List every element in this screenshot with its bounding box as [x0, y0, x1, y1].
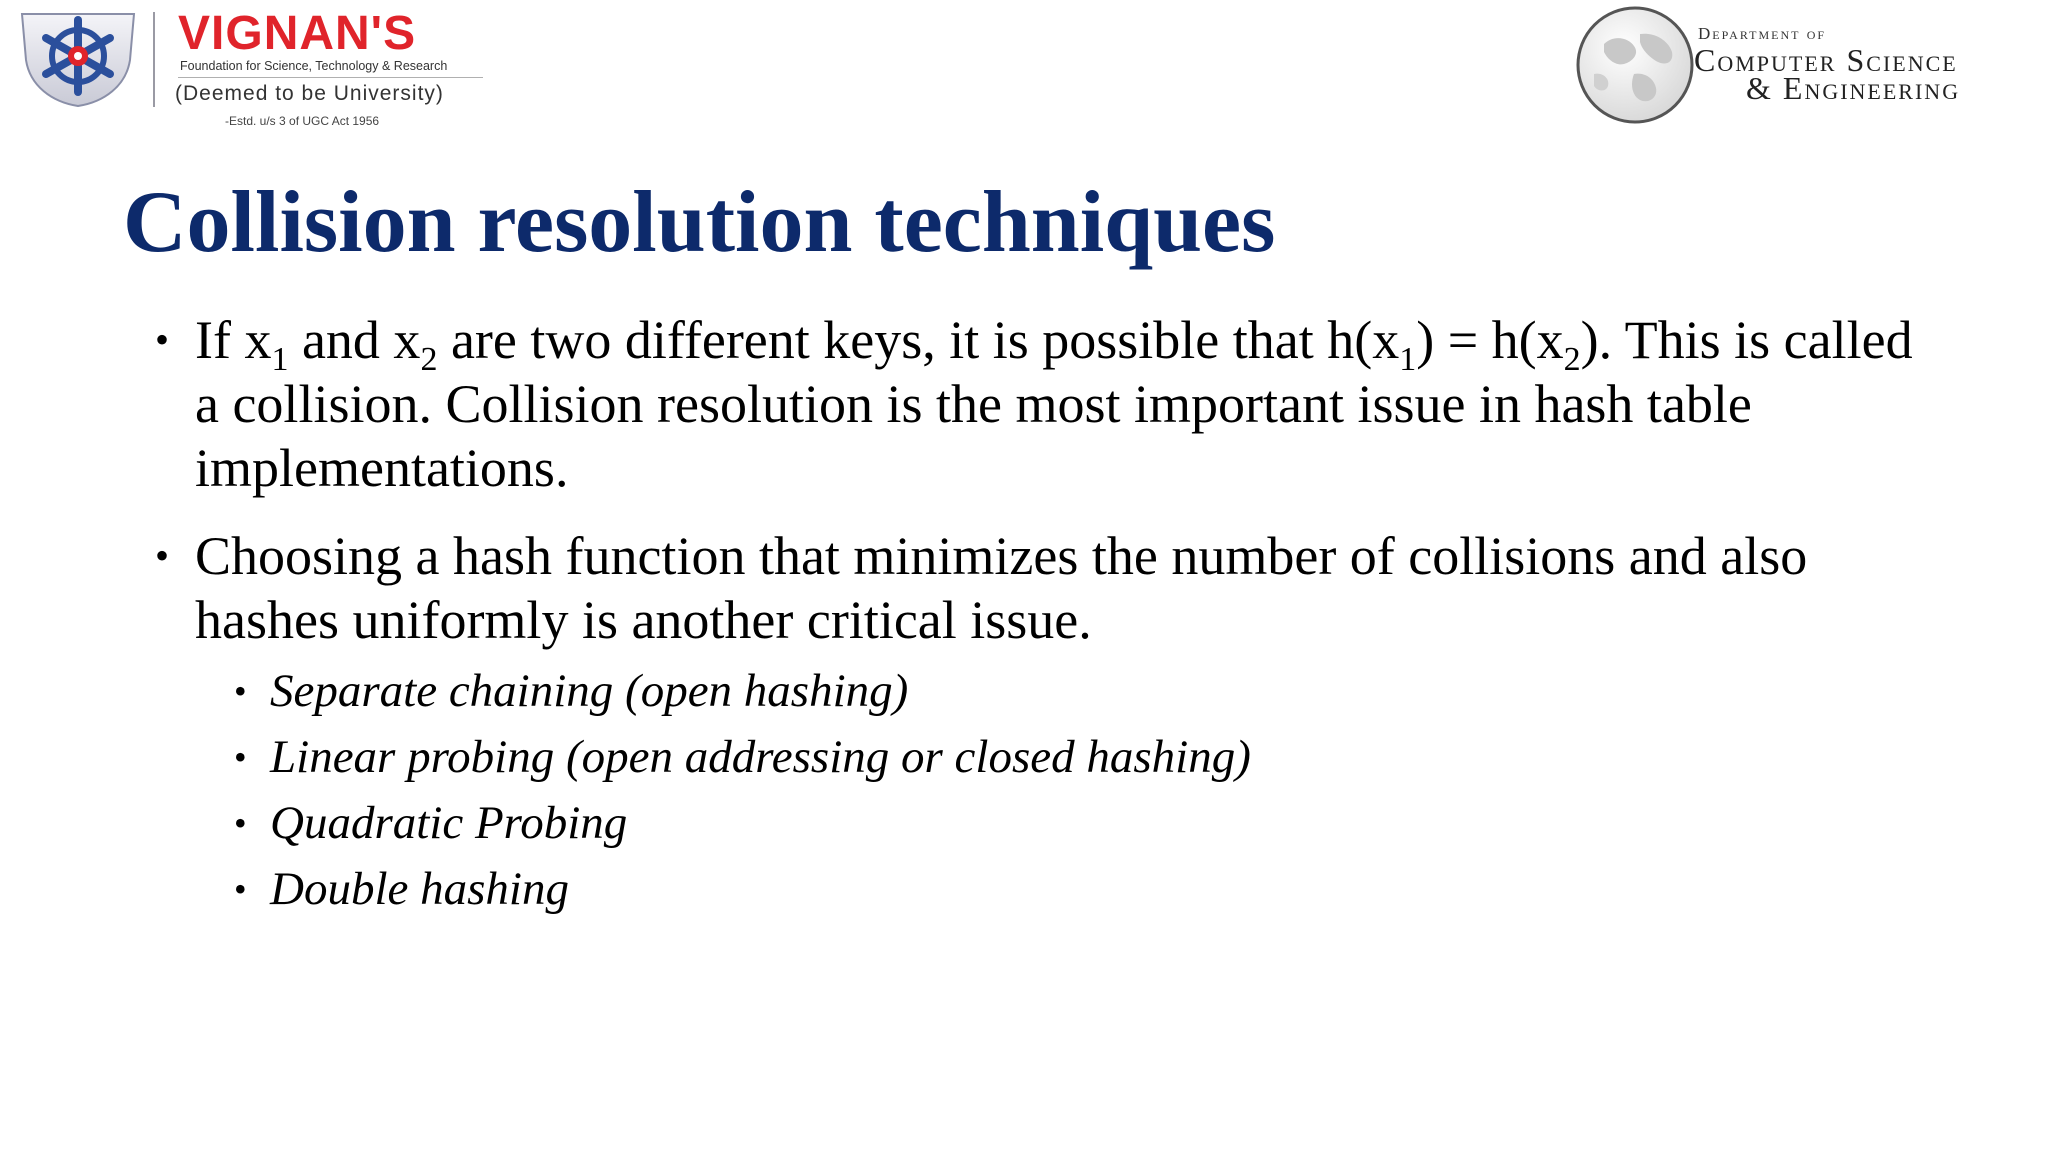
- subscript: 1: [271, 341, 289, 378]
- subscript: 2: [420, 341, 438, 378]
- bullet-list: [155, 308, 1915, 922]
- text-run: are two different keys, it is possible that h(x: [437, 310, 1400, 370]
- university-logo: [18, 7, 488, 128]
- bullet-dot-icon: •: [155, 533, 170, 578]
- sub-bullet-linear-probing: [234, 724, 1990, 790]
- bullet-collision-definition: [155, 308, 1915, 500]
- sub-bullet-container: [195, 658, 1915, 922]
- bullet-dot-icon: •: [155, 317, 170, 362]
- bullet-dot-icon: •: [234, 803, 247, 843]
- sub-bullet-text: Linear probing (open addressing or closed hashing): [270, 731, 1251, 783]
- department-name-line1: Computer Science: [1694, 42, 1958, 78]
- text-run: If x: [195, 310, 272, 370]
- sub-bullet-text: Quadratic Probing: [270, 797, 628, 849]
- sub-bullet-double-hashing: [234, 856, 1990, 922]
- bullet-text: Choosing a hash function that minimizes the number of collisions and also hashes uniformly is another critical issue.: [195, 526, 1808, 650]
- bullet-dot-icon: •: [234, 671, 247, 711]
- university-deemed: (Deemed to be University): [175, 82, 444, 105]
- logo-divider: [153, 12, 155, 107]
- slide-title: Collision resolution techniques: [123, 174, 1276, 271]
- text-run: ). This is called a collision. Collision resolution is the most important issue in hash table implementations.: [195, 310, 1913, 498]
- university-emblem-icon: [18, 8, 138, 108]
- text-run: ) = h(x: [1416, 310, 1564, 370]
- globe-icon: [1574, 4, 1696, 126]
- logo-rule: [178, 77, 483, 78]
- department-name-line2: & Engineering: [1746, 70, 1961, 106]
- sub-bullet-quadratic-probing: [234, 790, 1990, 856]
- subscript: 2: [1563, 341, 1581, 378]
- bullet-dot-icon: •: [234, 869, 247, 909]
- department-prefix: Department of: [1698, 24, 1827, 43]
- text-run: and x: [288, 310, 421, 370]
- bullet-text: [195, 310, 1913, 498]
- sub-bullet-separate-chaining: [234, 658, 1990, 724]
- bullet-hash-function: [155, 524, 1915, 652]
- sub-bullet-list: [234, 658, 1990, 922]
- sub-bullet-text: Separate chaining (open hashing): [270, 665, 909, 717]
- bullet-dot-icon: •: [234, 737, 247, 777]
- subscript: 1: [1399, 341, 1417, 378]
- university-tagline: Foundation for Science, Technology & Research: [180, 59, 448, 73]
- university-name: VIGNAN'S: [178, 7, 417, 60]
- sub-bullet-text: Double hashing: [270, 863, 569, 915]
- university-established: -Estd. u/s 3 of UGC Act 1956: [225, 114, 380, 128]
- department-logo: [1574, 4, 2044, 126]
